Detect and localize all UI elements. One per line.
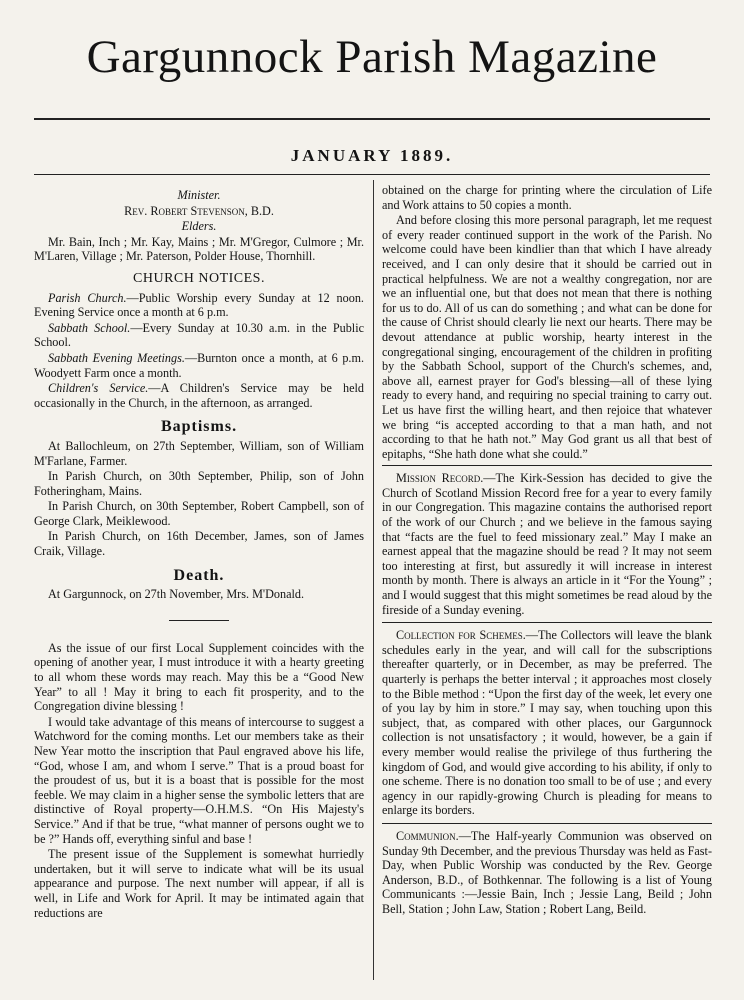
right-divider: [382, 823, 712, 824]
mission-record-notice: Mission Record.—The Kirk-Session has decided to give the Church of Scotland Mission Record free for a year to every family in our Congregation. This magazine contains the authorised report of the work of our Church ; and we believe in the famous saying that “facts are the fuel to feed missionary zeal.” May I make an earnest appeal that the magazine should be read ? It may not seem too interesting at first, but assuredly it will increase in interest month by month. There is always an article in it “For the Young” ; and I would suggest that this might sometimes be read aloud by the fireside of a Sunday evening.: [382, 471, 712, 617]
collection-notice: Collection for Schemes.—The Collectors will leave the blank schedules early in the year, and will call for the subscriptions thereafter quarterly, or in December, as may be preferred. The quarterly is perhaps the better interval ; it approaches most closely to the Bible method : “Upon the first day of the week, let every one of you lay by him in store.” I may say, when touching upon this subject, that, as compared with other places, our Gargunnock collection is not unsatisfactory ; it would, however, be a gain if every member would realise the privilege of thus furthering the kingdom of God, and would give according to his ability, if only to one scheme. There is no donation too small to be of use ; and every agency in our rapidly-growing Church is pleading for means to enlarge its borders.: [382, 628, 712, 818]
letter-paragraph: As the issue of our first Local Supplement coincides with the opening of another year, I must introduce it with a hearty greeting to all whom these words may reach. May this be a “Good New Year” to all ! May it bring to each fit prosperity, and to the Congregation divine blessing !: [34, 640, 364, 714]
column-divider: [373, 180, 374, 980]
section-divider: [169, 620, 229, 621]
elders-heading: Elders.: [181, 219, 217, 234]
death-entry: At Gargunnock, on 27th November, Mrs. M'Donald.: [48, 587, 305, 602]
date-rule: [34, 174, 710, 175]
left-column: [34, 188, 364, 921]
masthead-rule-top: [34, 118, 710, 120]
baptism-entry: In Parish Church, on 30th September, Robert Campbell, son of George Clark, Meiklewood.: [34, 499, 364, 528]
baptism-entry: In Parish Church, on 16th December, James, son of James Craik, Village.: [34, 529, 364, 559]
right-divider: [382, 622, 712, 623]
right-column: [382, 183, 712, 918]
baptisms-heading: Baptisms.: [160, 418, 238, 436]
notice-evening-meetings: Sabbath Evening Meetings.—Burnton once a month, at 6 p.m. Woodyett Farm once a month.: [34, 350, 364, 380]
church-notices-heading: CHURCH NOTICES.: [133, 270, 265, 286]
notice-sabbath-school: Sabbath School.—Every Sunday at 10.30 a.m. in the Public School.: [34, 320, 364, 350]
letter-paragraph: And before closing this more personal paragraph, let me request of every reader continued support in the work of the Parish. No welcome could have been kindlier than that which I have already received, and I can only desire that it should be carried out in practical helpfulness. We are not a wealthy congregation, nor are we an influential one, but that does not mean that there is nothing for us to do. All of us can do something ; and what can be done for the cause of Christ should clearly lie next our hearts. There may be devout attendance at public worship, hearty interest in the congregational singing, encouragement of the children in profiting by the Sabbath School, support of the Church's schemes, and, above all, earnest prayer for God's blessing—all of these lying ready to every hand, and requiring no special training to carry out. Let us have first the willing heart, and then rejoice that whatever we bring “is accepted according to that a man hath, and not according to that he hath not.” May God grant us all that best of epitaphs, “She hath done what she could.”: [382, 213, 712, 461]
death-heading: Death.: [173, 566, 225, 584]
letter-paragraph: obtained on the charge for printing where the circulation of Life and Work attains to 50 copies a month.: [382, 183, 712, 212]
communion-notice: Communion.—The Half-yearly Communion was observed on Sunday 9th December, and the previous Thursday was held as Fast-Day, when Public Worship was conducted by the Rev. George Anderson, B.D., of Bothkennar. The following is a list of Young Communicants :—Jessie Bain, Inch ; Jessie Lang, Beild ; John Bell, Station ; John Law, Station ; Robert Lang, Beild.: [382, 828, 712, 916]
issue-date: JANUARY 1889.: [290, 146, 454, 165]
right-divider: [382, 465, 712, 466]
notice-parish-church: Parish Church.—Public Worship every Sunday at 12 noon. Evening Service once a month at 6 p.m.: [34, 290, 364, 320]
elders-list: Mr. Bain, Inch ; Mr. Kay, Mains ; Mr. M'Gregor, Culmore ; Mr. M'Laren, Village ; Mr. Paterson, Polder House, Thornhill.: [34, 234, 364, 264]
baptism-entry: At Ballochleum, on 27th September, William, son of William M'Farlane, Farmer.: [34, 438, 364, 468]
minister-heading: Minister.: [177, 188, 221, 202]
masthead-title: Gargunnock Parish Magazine: [86, 31, 658, 83]
letter-paragraph: I would take advantage of this means of intercourse to suggest a Watchword for the coming months. Let our members take as their New Year motto the inscription that Paul engraved above his life, “God, whose I am, and whom I serve.” That is a proud boast for the proudest of us, but it is a boast that is possible for the most feeble. We may claim in a higher sense the symbolic letters that are distinctive of Royal property—O.H.M.S. “On His Majesty's Service.” And if that be true, “what manner of persons ought we to be ?” Hands off, everything sinful and base !: [34, 714, 364, 846]
notice-childrens-service: Children's Service.—A Children's Service may be held occasionally in the Church, in the afternoon, as arranged.: [34, 381, 364, 410]
letter-paragraph: The present issue of the Supplement is somewhat hurriedly undertaken, but it will serve to indicate what will be its usual appearance and purpose. The next number will appear, if all is well, in Life and Work for April. It may be intimated again that reductions are: [34, 847, 364, 920]
baptism-entry: In Parish Church, on 30th September, Philip, son of John Fotheringham, Mains.: [34, 469, 364, 498]
minister-name: Rev. Robert Stevenson, B.D.: [124, 203, 274, 218]
